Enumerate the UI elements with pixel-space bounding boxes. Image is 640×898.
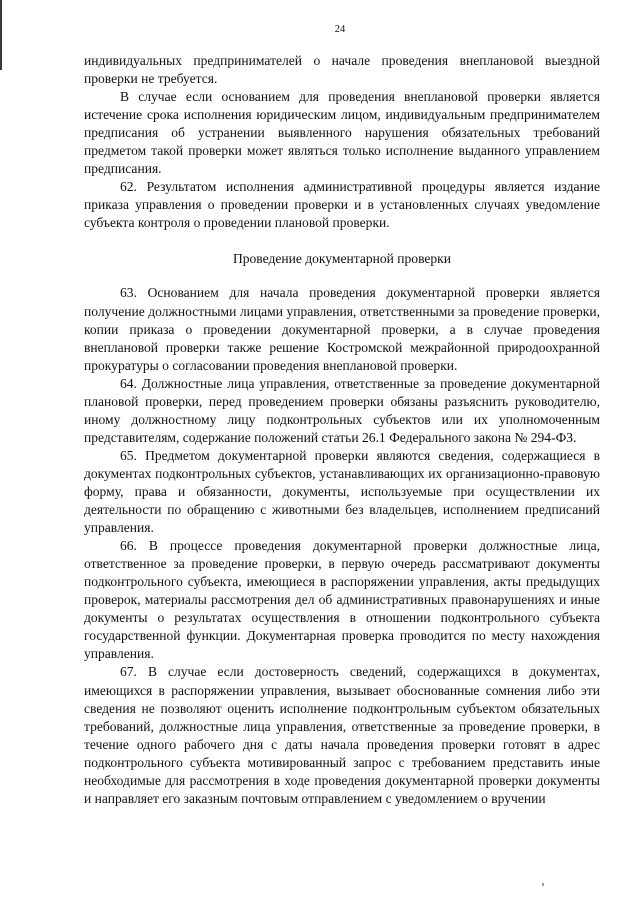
paragraph-continuation: индивидуальных предпринимателей о начале проведения внеплановой выездной проверки не требуется. xyxy=(84,53,600,87)
paragraph-65: 65. Предметом документарной проверки являются сведения, содержащиеся в документах подконтрольных субъектов, устанавливающих их организационно-правовую форму, права и обязанности, документы, используемые при осуществлении их деятельности по обращению с животными без владельцев, исполнением предписаний управления. xyxy=(84,447,600,536)
paragraph-64: 64. Должностные лица управления, ответственные за проведение документарной плановой проверки, перед проведением проверки обязаны разъяснить руководителю, иному должностному лицу подконтрольных субъектов или их уполномоченным представителям, содержание положений статьи 26.1 Федерального закона № 294-ФЗ. xyxy=(84,375,600,445)
paragraph-66: 66. В процессе проведения документарной проверки должностные лица, ответственное за проведение проверки, в первую очередь рассматривают документы подконтрольного субъекта, имеющиеся в распоряжении управления, акты предыдущих проверок, материалы рассмотрения дел об административных правонарушениях и иные документы о результатах осуществления в отношении подконтрольного субъекта государственной функции. Документарная проверка проводится по месту нахождения управления. xyxy=(84,538,600,662)
paragraph-63: 63. Основанием для начала проведения документарной проверки является получение должностными лицами управления, ответственными за проведение проверки, копии приказа о проведении документарной проверки, а в случае проведения внеплановой проверки также решение Костромской межрайонной природоохранной прокуратуры о согласовании проведения внеплановой проверки. xyxy=(84,285,600,373)
section-heading: Проведение документарной проверки xyxy=(232,251,452,267)
page-number: 24 xyxy=(334,24,346,35)
document-body xyxy=(84,52,600,808)
paragraph-62: 62. Результатом исполнения административной процедуры является издание приказа управления о проведении проверки и в установленных случаях уведомление субъекта контроля о проведении плановой проверки. xyxy=(84,179,600,231)
scan-edge-mark xyxy=(0,0,2,70)
paragraph-unscheduled-inspection-basis: В случае если основанием для проведения внеплановой проверки является истечение срока исполнения юридическим лицом, индивидуальным предпринимателем предписания об устранении выявленного нарушения обязательных требований предметом такой проверки может являться только исполнение выданного управлением предписания. xyxy=(84,89,600,177)
paragraph-67: 67. В случае если достоверность сведений, содержащихся в документах, имеющихся в распоряжении управления, вызывает обоснованные сомнения либо эти сведения не позволяют оценить исполнение подконтрольным субъектом обязательных требований, должностные лица управления, ответственные за проведение проверки, в течение одного рабочего дня с даты начала проведения проверки готовят в адрес подконтрольного субъекта мотивированный запрос с требованием представить иные необходимые для рассмотрения в ходе проведения документарной проверки документы и направляет его заказным почтовым отправлением с уведомлением о вручении xyxy=(84,664,600,806)
scan-speck xyxy=(542,883,544,886)
